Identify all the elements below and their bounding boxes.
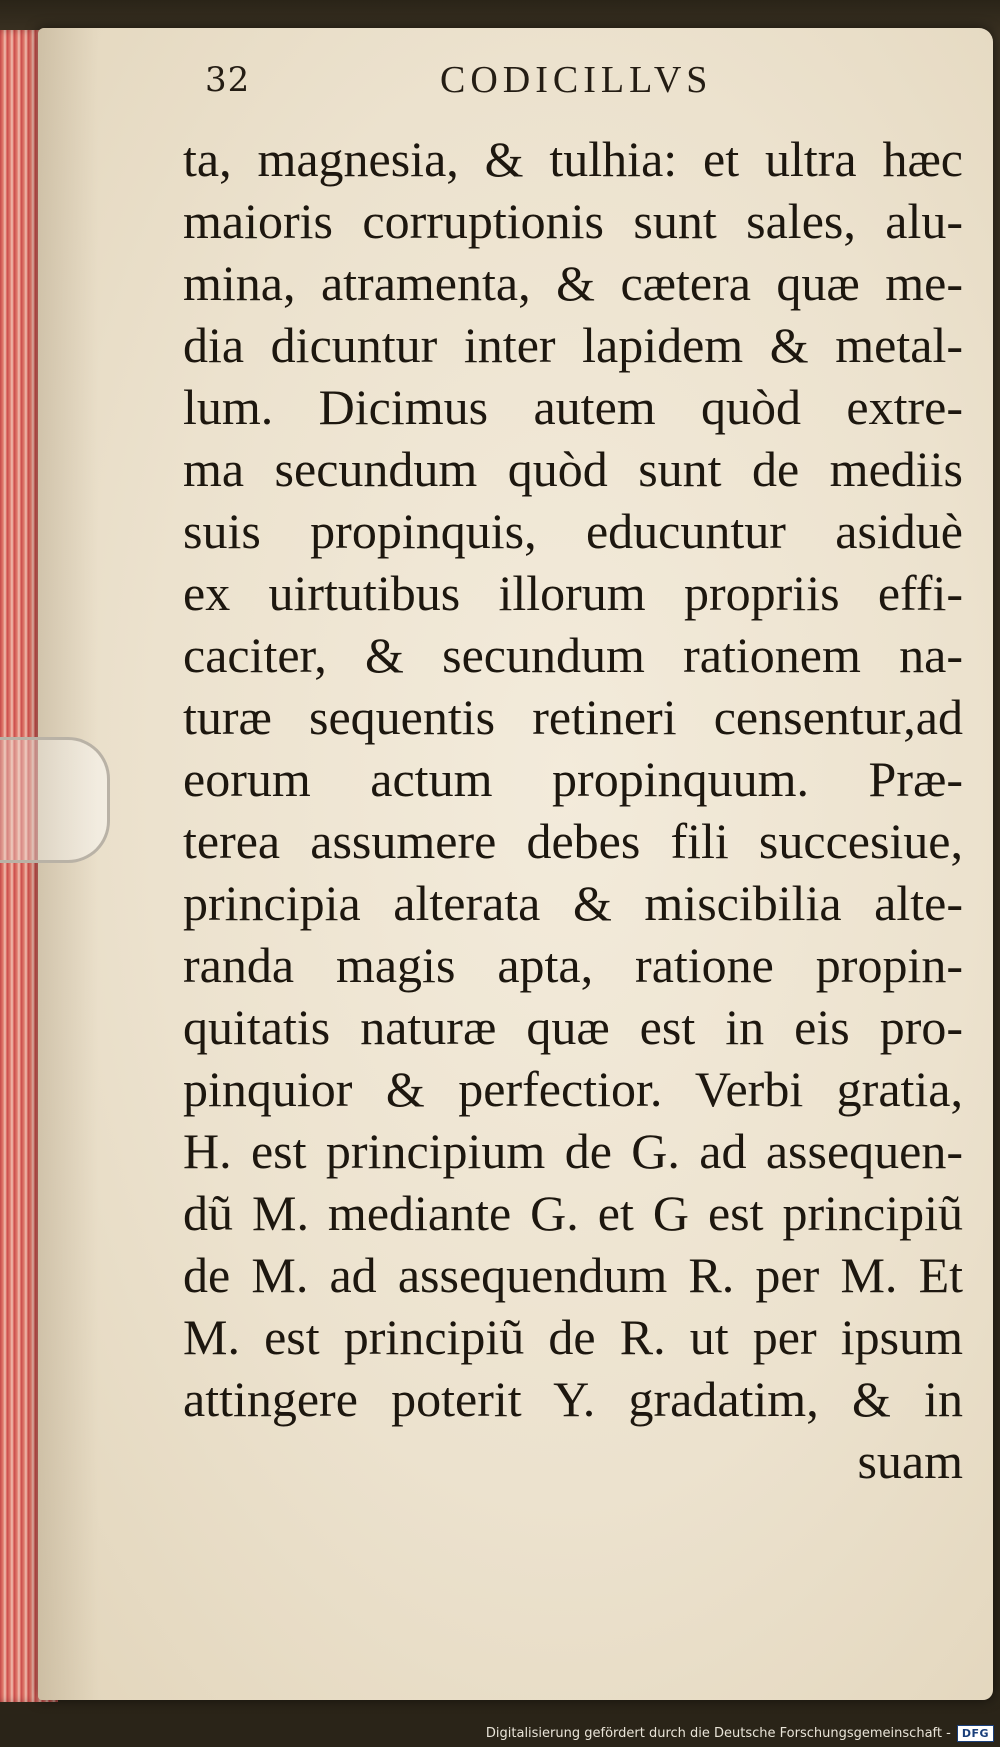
text-line: quitatis naturæ quæ est in eis pro- [183,999,963,1055]
text-block [183,128,963,1538]
text-line: H. est principium de G. ad assequen- [183,1123,963,1179]
text-line: pinquior & perfectior. Verbi gratia, [183,1061,963,1117]
text-line: principia alterata & miscibilia alte- [183,875,963,931]
digitization-credit [486,1722,994,1744]
text-line: ta, magnesia, & tulhia: et ultra hæc [183,131,963,187]
catchword: suam [857,1433,963,1489]
text-line: terea assumere debes fili succesiue, [183,813,963,869]
page-gutter-shadow [38,28,98,1700]
text-line: caciter, & secundum rationem na- [183,627,963,683]
running-head: CODICILLVS [440,59,713,101]
text-line: lum. Dicimus autem quòd extre- [183,379,963,435]
text-line: randa magis apta, ratione propin- [183,937,963,993]
text-line: dũ M. mediante G. et G est principiũ [183,1185,963,1241]
text-line: ma secundum quòd sunt de mediis [183,441,963,497]
page-clip [0,737,110,863]
text-line: maioris corruptionis sunt sales, alu- [183,193,963,249]
text-line: dia dicuntur inter lapidem & metal- [183,317,963,373]
dfg-logo: DFG [957,1725,994,1742]
text-line: de M. ad assequendum R. per M. Et [183,1247,963,1303]
text-line: eorum actum propinquum. Præ- [183,751,963,807]
text-line: M. est principiũ de R. ut per ipsum [183,1309,963,1365]
page-number: 32 [205,60,251,100]
text-line: ex uirtutibus illorum propriis effi- [183,565,963,621]
credit-text: Digitalisierung gefördert durch die Deutsche Forschungsgemeinschaft - [485,1725,951,1741]
text-line: turæ sequentis retineri censentur,ad [183,689,963,745]
text-line: mina, atramenta, & cætera quæ me- [183,255,963,311]
text-line: attingere poterit Y. gradatim, & in [183,1371,963,1427]
text-line: suis propinquis, educuntur asiduè [183,503,963,559]
